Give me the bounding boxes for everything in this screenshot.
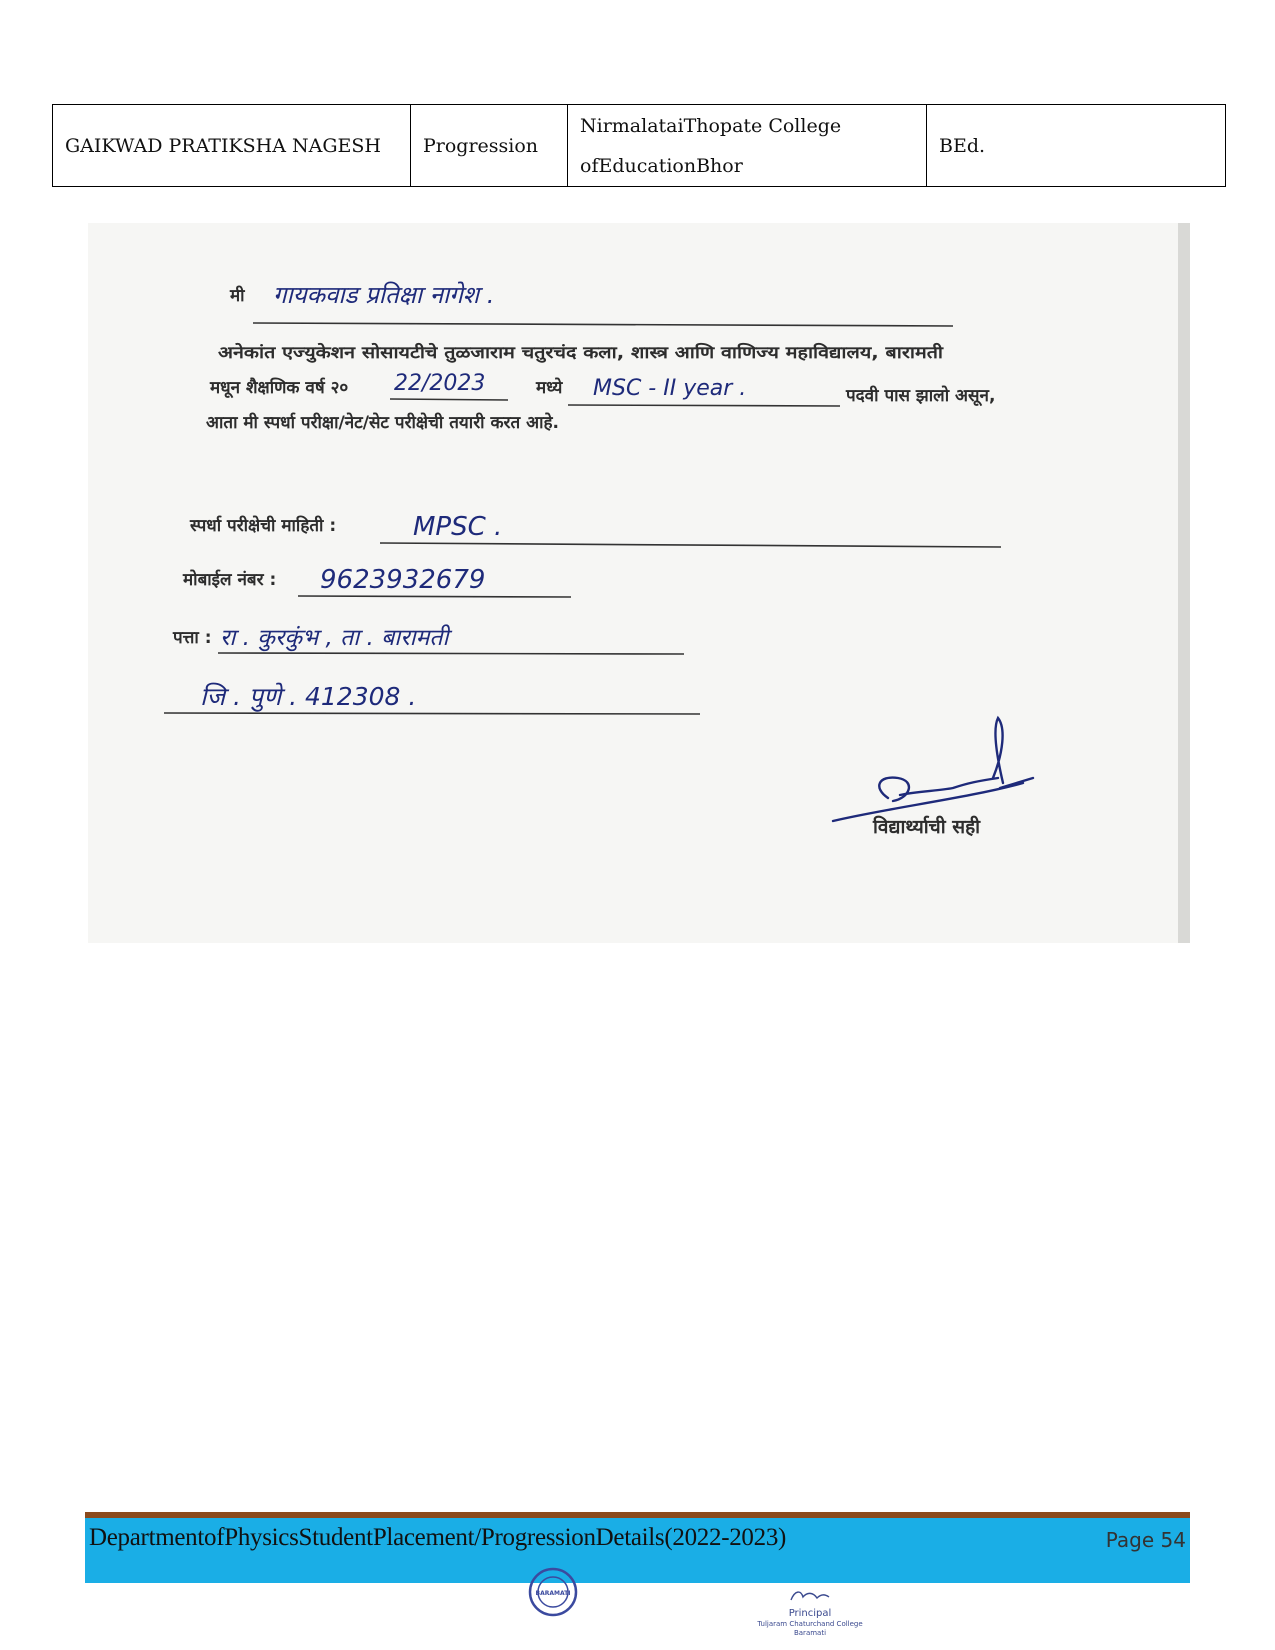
- student-name-cell: GAIKWAD PRATIKSHA NAGESH: [53, 105, 411, 187]
- address-line2: जि . पुणे . 412308 .: [200, 682, 417, 711]
- institution-line2: ofEducationBhor: [580, 154, 743, 177]
- college-seal-icon: [528, 1567, 578, 1617]
- course-cell: BEd.: [927, 105, 1226, 187]
- principal-stamp: [730, 1588, 890, 1638]
- line4-text: आता मी स्पर्धा परीक्षा/नेट/सेट परीक्षेची तयारी करत आहे.: [206, 413, 559, 433]
- line3-degree: MSC - II year .: [593, 376, 747, 401]
- line3-year: 22/2023: [394, 371, 486, 396]
- line3-mid: मध्ये: [536, 378, 563, 398]
- page-number: Page 54: [1105, 1528, 1186, 1552]
- record-table: [52, 104, 1226, 187]
- address-rule2: [164, 713, 700, 714]
- institution-line1: NirmalataiThopate College: [580, 114, 842, 137]
- scan-edge: [1178, 223, 1190, 943]
- type-cell: Progression: [411, 105, 568, 187]
- mobile-rule: [298, 596, 571, 597]
- exam-label: स्पर्धा परीक्षेची माहिती :: [190, 516, 337, 536]
- signature-stroke-tail: [1000, 778, 1033, 788]
- line1-rule: [253, 323, 953, 326]
- line3-suffix: पदवी पास झालो असून,: [846, 386, 996, 406]
- scanned-declaration: [88, 223, 1190, 943]
- line2-text: अनेकांत एज्युकेशन सोसायटीचे तुळजाराम चतुरचंद कला, शास्त्र आणि वाणिज्य महाविद्यालय, बारामती: [218, 343, 827, 362]
- line1-prefix: मी: [230, 286, 245, 306]
- mobile-label: मोबाईल नंबर :: [183, 570, 277, 590]
- footer-title: DepartmentofPhysicsStudentPlacement/ProgressionDetails(2022-2023): [89, 1524, 787, 1551]
- institution-cell: [568, 105, 927, 187]
- address-label: पत्ता :: [173, 628, 212, 648]
- line3-prefix: मधून शैक्षणिक वर्ष २०: [210, 378, 349, 398]
- principal-title: Principal: [788, 1608, 832, 1619]
- signature-stroke-g: [879, 778, 909, 801]
- principal-signature: [787, 1588, 833, 1604]
- address-line1: रा . कुरकुंभ , ता . बारामती: [220, 625, 449, 651]
- exam-rule: [380, 543, 1001, 547]
- student-signature: [833, 718, 1033, 821]
- principal-city: Baramati: [793, 1629, 827, 1637]
- principal-college: Tuljaram Chaturchand College: [757, 1620, 863, 1628]
- seal-text: BARAMATI: [535, 1590, 571, 1597]
- line3-year-rule: [390, 399, 508, 400]
- line3-degree-rule: [568, 405, 840, 406]
- table-row: [53, 105, 1226, 187]
- signature-stroke-loop: [993, 718, 1003, 783]
- mobile-value: 9623932679: [320, 565, 486, 595]
- exam-value: MPSC .: [413, 512, 503, 542]
- address-rule1: [218, 653, 684, 654]
- scanned-form-image: [88, 223, 1190, 943]
- signature-label: विद्यार्थ्याची सही: [873, 816, 981, 838]
- footer-bar: [85, 1518, 1190, 1583]
- line1-handwritten-name: गायकवाड प्रतिक्षा नागेश .: [273, 281, 495, 309]
